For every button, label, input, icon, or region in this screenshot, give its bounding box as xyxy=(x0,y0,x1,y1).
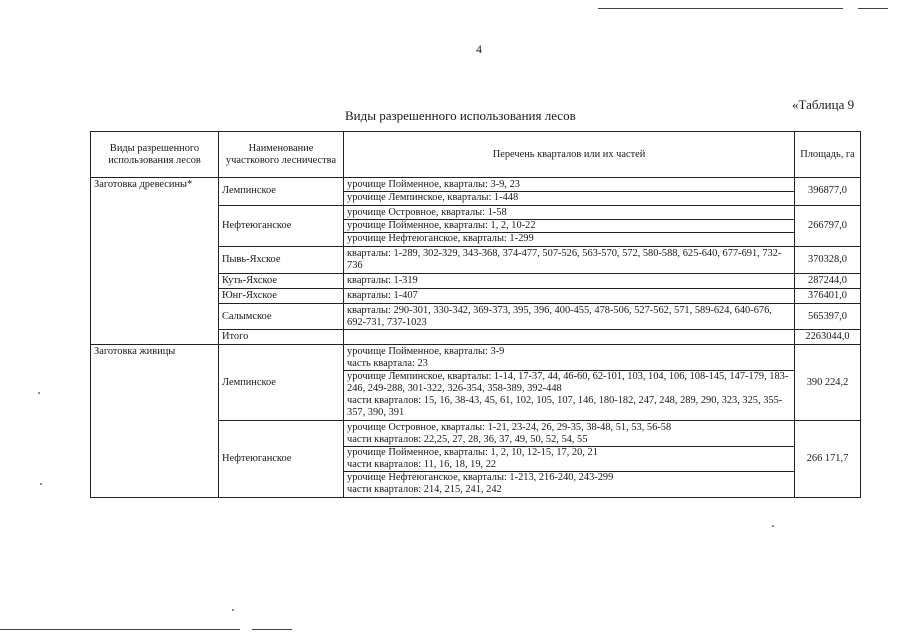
scan-artifact-dot xyxy=(232,609,234,611)
quarters-list xyxy=(344,178,795,206)
quarters-entry: урочище Нефтеюганское, кварталы: 1-299 xyxy=(347,232,534,244)
total-quarters-empty xyxy=(344,330,795,345)
scan-artifact-dot xyxy=(40,483,42,485)
quarters-entry: урочище Лемпинское, кварталы: 1-448 xyxy=(347,191,519,203)
quarters-entry: урочище Островное, кварталы: 1-21, 23-24, 26, 29-35, 38-48, 51, 53, 56-58 xyxy=(347,422,672,434)
forestry-name: Нефтеюганское xyxy=(219,421,344,498)
header-forestry: Наименование участкового лесничества xyxy=(219,132,344,178)
quarters-entry: урочище Пойменное, кварталы: 1, 2, 10-22 xyxy=(344,220,794,233)
area-value: 287244,0 xyxy=(795,273,861,288)
table-caption: «Таблица 9 xyxy=(792,97,855,112)
quarters-list xyxy=(344,345,795,421)
quarters-entry: урочище Пойменное, кварталы: 3-9, 23 xyxy=(344,179,794,192)
forestry-name: Куть-Яхское xyxy=(219,273,344,288)
use-type-timber: Заготовка древесины* xyxy=(91,178,219,345)
forestry-name: Салымское xyxy=(219,303,344,330)
quarters-entry: кварталы: 1-289, 302-329, 343-368, 374-477, 507-526, 563-570, 572, 580-588, 625-640, 677-691, 732-736 xyxy=(344,246,795,273)
forestry-name: Лемпинское xyxy=(219,178,344,206)
quarters-entry: кварталы: 1-407 xyxy=(344,288,795,303)
scan-artifact-line xyxy=(858,8,888,9)
scan-artifact-dot xyxy=(38,392,40,394)
total-label: Итого xyxy=(219,330,344,345)
area-value: 390 224,2 xyxy=(795,345,861,421)
table-row xyxy=(91,345,861,421)
scan-artifact-line xyxy=(252,629,292,630)
quarters-list xyxy=(344,421,795,498)
forestry-name: Нефтеюганское xyxy=(219,205,344,246)
header-use-type: Виды разрешенного использования лесов xyxy=(91,132,219,178)
page-number: 4 xyxy=(476,42,482,56)
scan-artifact-dot xyxy=(772,525,774,527)
area-value: 266797,0 xyxy=(795,205,861,246)
quarters-list xyxy=(344,205,795,246)
quarters-entry: урочище Пойменное, кварталы: 1, 2, 10, 12-15, 17, 20, 21 xyxy=(347,447,598,459)
forest-use-table xyxy=(90,131,861,498)
scan-artifact-line xyxy=(598,8,843,9)
quarters-entry: части кварталов: 15, 16, 38-43, 45, 61, 102, 105, 107, 146, 180-182, 247, 248, 289, 290, 323, 325, 355-357, 390, 391 xyxy=(347,395,783,419)
forestry-name: Юнг-Яхское xyxy=(219,288,344,303)
quarters-entry: части кварталов: 22,25, 27, 28, 36, 37, 49, 50, 52, 54, 55 xyxy=(344,434,794,447)
use-type-resin: Заготовка живицы xyxy=(91,345,219,497)
quarters-entry: урочище Островное, кварталы: 1-58 xyxy=(344,207,794,220)
page-title: Виды разрешенного использования лесов xyxy=(345,108,576,123)
quarters-entry: кварталы: 1-319 xyxy=(344,273,795,288)
quarters-entry: урочище Нефтеюганское, кварталы: 1-213, 216-240, 243-299 xyxy=(347,471,614,483)
table-row xyxy=(91,178,861,206)
scan-artifact-line xyxy=(0,629,240,630)
area-value: 266 171,7 xyxy=(795,421,861,498)
area-value: 376401,0 xyxy=(795,288,861,303)
quarters-entry: урочище Пойменное, кварталы: 3-9 xyxy=(347,346,505,358)
forestry-name: Пывь-Яхское xyxy=(219,246,344,273)
quarters-entry: части кварталов: 214, 215, 241, 242 xyxy=(347,483,502,495)
header-area: Площадь, га xyxy=(795,132,861,178)
quarters-entry: кварталы: 290-301, 330-342, 369-373, 395, 396, 400-455, 478-506, 527-562, 571, 589-624, 640-676, 692-731, 737-1023 xyxy=(344,303,795,330)
area-value: 370328,0 xyxy=(795,246,861,273)
quarters-entry: часть квартала: 23 xyxy=(344,358,794,371)
quarters-entry: части кварталов: 11, 16, 18, 19, 22 xyxy=(344,459,794,472)
area-value: 565397,0 xyxy=(795,303,861,330)
area-value: 396877,0 xyxy=(795,178,861,206)
header-quarters: Перечень кварталов или их частей xyxy=(344,132,795,178)
table-header-row xyxy=(91,132,861,178)
forestry-name: Лемпинское xyxy=(219,345,344,421)
quarters-entry: урочище Лемпинское, кварталы: 1-14, 17-37, 44, 46-60, 62-101, 103, 104, 106, 108-145, 147-179, 183-246, 249-288, 301-322, 326-354, 358-389, 392-448 xyxy=(347,371,789,395)
total-area: 2263044,0 xyxy=(795,330,861,345)
